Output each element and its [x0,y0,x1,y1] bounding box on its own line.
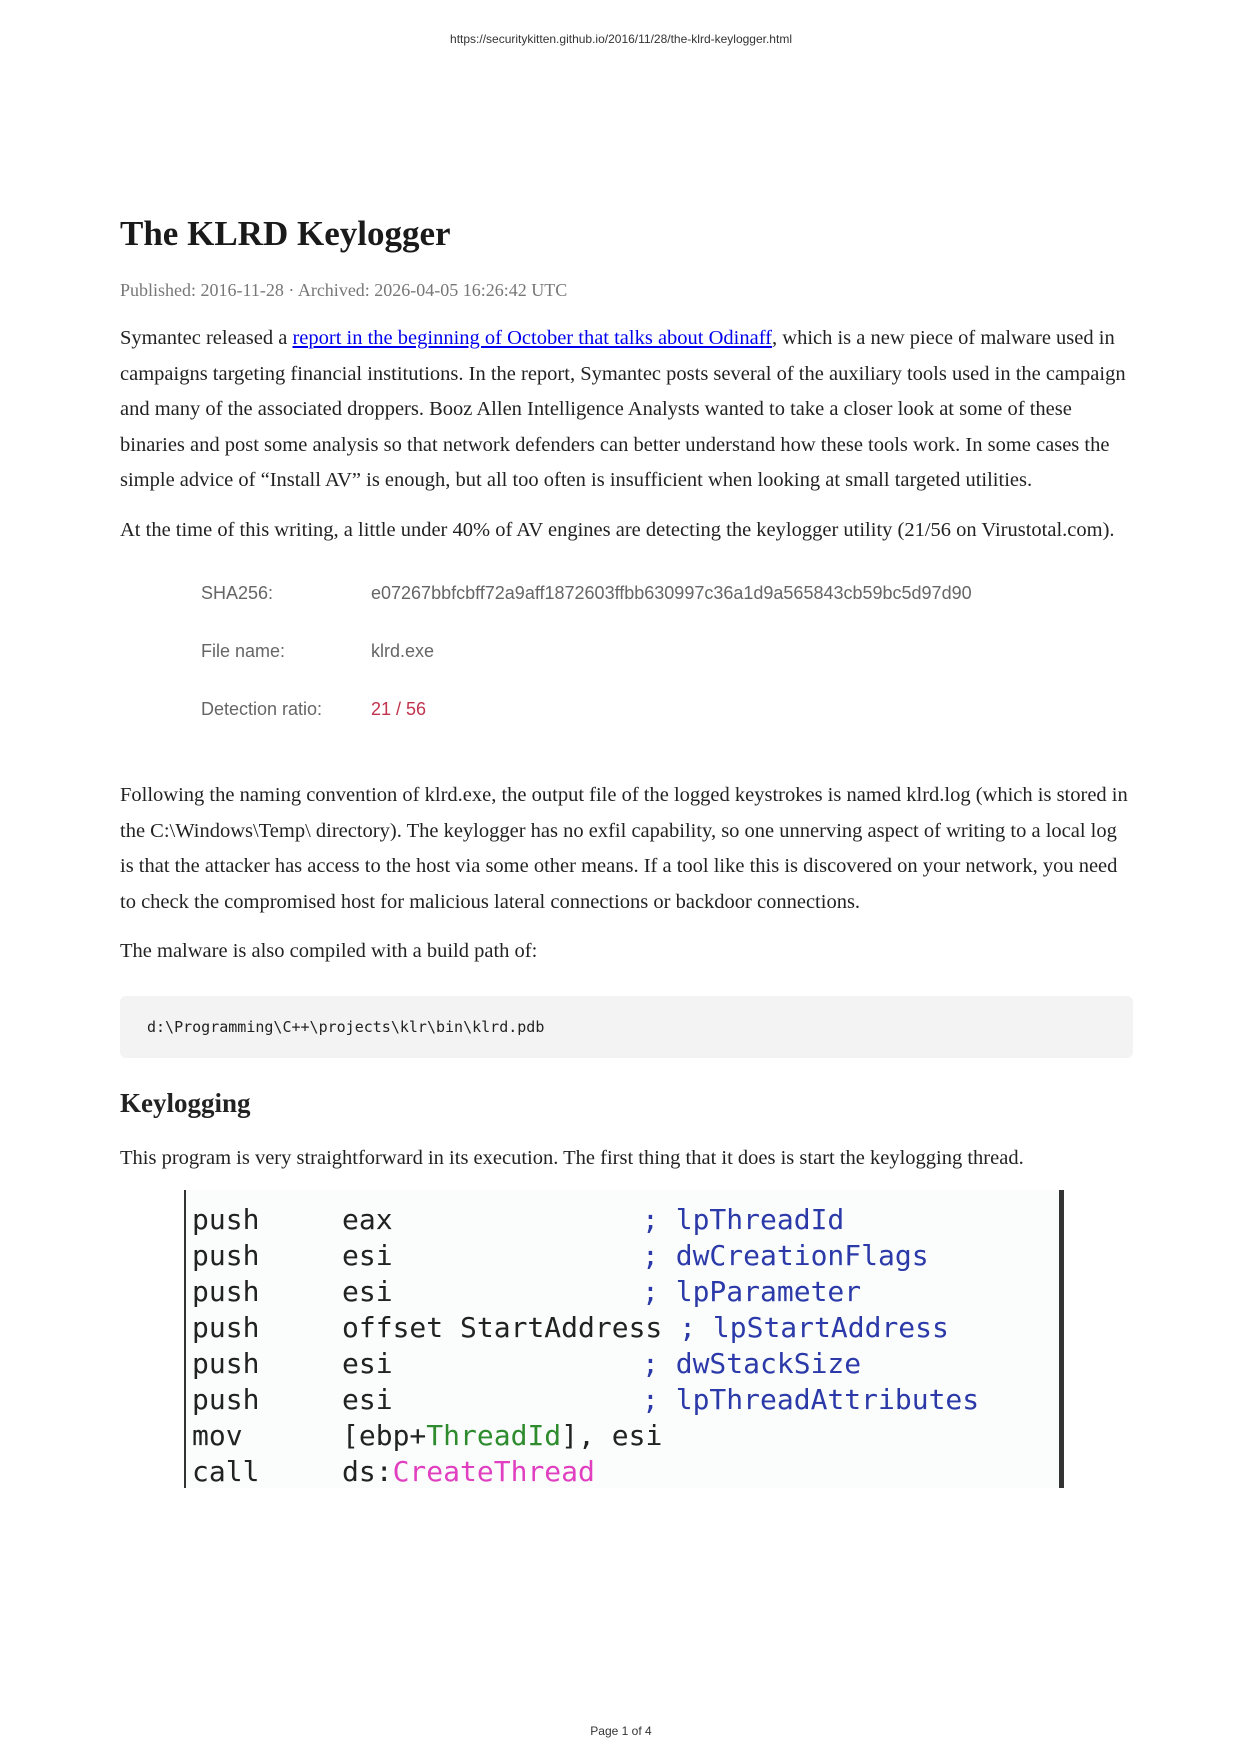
asm-op: call [192,1455,260,1488]
asm-op: push [192,1203,260,1236]
asm-arg [342,1418,662,1454]
asm-line [192,1202,1059,1238]
asm-arg [342,1454,595,1488]
asm-text: ], esi [561,1419,663,1452]
asm-line [192,1310,1059,1346]
paragraph-intro [120,321,1133,499]
page-title: The KLRD Keylogger [120,214,451,253]
asm-op: push [192,1383,260,1416]
virustotal-screenshot [201,564,1133,738]
vt-row-ratio [201,680,1133,738]
paragraph-build-path: The malware is also compiled with a build path of: [120,940,538,962]
asm-op: push [192,1275,260,1308]
code-block-build-path: d:\Programming\C++\projects\klr\bin\klrd.pdb [120,996,1133,1058]
asm-op: mov [192,1419,243,1452]
page-url: https://securitykitten.github.io/2016/11/28/the-klrd-keylogger.html [450,32,792,46]
section-heading-keylogging: Keylogging [120,1087,251,1118]
asm-op: push [192,1311,260,1344]
asm-comment: ; lpStartAddress [662,1311,949,1344]
asm-text: ds: [342,1455,393,1488]
vt-value: e07267bbfcbff72a9aff1872603ffbb630997c36a1d9a565843cb59bc5d97d90 [371,582,972,603]
asm-line [192,1346,1059,1382]
asm-comment: ; dwStackSize [642,1347,862,1380]
asm-line [192,1274,1059,1310]
asm-op: push [192,1347,260,1380]
vt-row-sha256 [201,564,1133,622]
asm-arg: esi [342,1239,393,1272]
asm-arg: esi [342,1347,393,1380]
page-number: Page 1 of 4 [590,1724,652,1738]
asm-line [192,1454,1059,1488]
asm-text: [ebp+ [342,1419,427,1452]
vt-label: File name: [201,640,286,661]
asm-arg: eax [342,1203,393,1236]
vt-label: SHA256: [201,582,274,603]
text: Symantec released a [120,327,293,349]
asm-arg: esi [342,1275,393,1308]
vt-row-filename [201,622,1133,680]
asm-line [192,1418,1059,1454]
text: , which is a new piece of malware used in campaigns targeting financial institutions. In the report, Symantec posts several of the auxiliary tools used in the campaign and many of the associated droppers. Booz Allen Intelligence Analysts wanted to take a closer look at some of these binaries and post some analysis so that network defenders can better understand how these tools work. In some cases the simple advice of “Install AV” is enough, but all too often is insufficient when looking at small targeted utilities. [120,327,1126,491]
asm-comment: ; lpThreadId [642,1203,845,1236]
article [120,214,1133,1488]
symantec-report-link[interactable]: report in the beginning of October that talks about Odinaff [292,327,773,349]
asm-arg: esi [342,1383,393,1416]
paragraph-keylogging: This program is very straightforward in its execution. The first thing that it does is start the keylogging thread. [120,1146,1024,1169]
disassembly-screenshot [184,1190,1064,1488]
asm-line [192,1238,1059,1274]
asm-arg: offset StartAddress [342,1311,663,1344]
publish-meta: Published: 2016-11-28 · Archived: 2026-04-05 16:26:42 UTC [120,280,568,300]
asm-line [192,1382,1059,1418]
asm-var: ThreadId [426,1419,562,1452]
vt-label: Detection ratio: [201,698,323,719]
paragraph-log: Following the naming convention of klrd.exe, the output file of the logged keystrokes is named klrd.log (which is stored in the C:\Windows\Temp\ directory). The keylogger has no exfil capability, so one unnerving aspect of writing to a local log is that the attacker has access to the host via some other means. If a tool like this is discovered on your network, you need to check the compromised host for malicious lateral connections or backdoor connections. [120,784,1128,913]
asm-comment: ; dwCreationFlags [642,1239,929,1272]
asm-comment: ; lpParameter [642,1275,862,1308]
vt-value: klrd.exe [371,640,435,661]
asm-op: push [192,1239,260,1272]
asm-comment: ; lpThreadAttributes [642,1383,980,1416]
vt-value: 21 / 56 [371,698,427,719]
asm-import: CreateThread [392,1455,595,1488]
paragraph-detection: At the time of this writing, a little under 40% of AV engines are detecting the keylogger utility (21/56 on Virustotal.com). [120,518,1115,541]
